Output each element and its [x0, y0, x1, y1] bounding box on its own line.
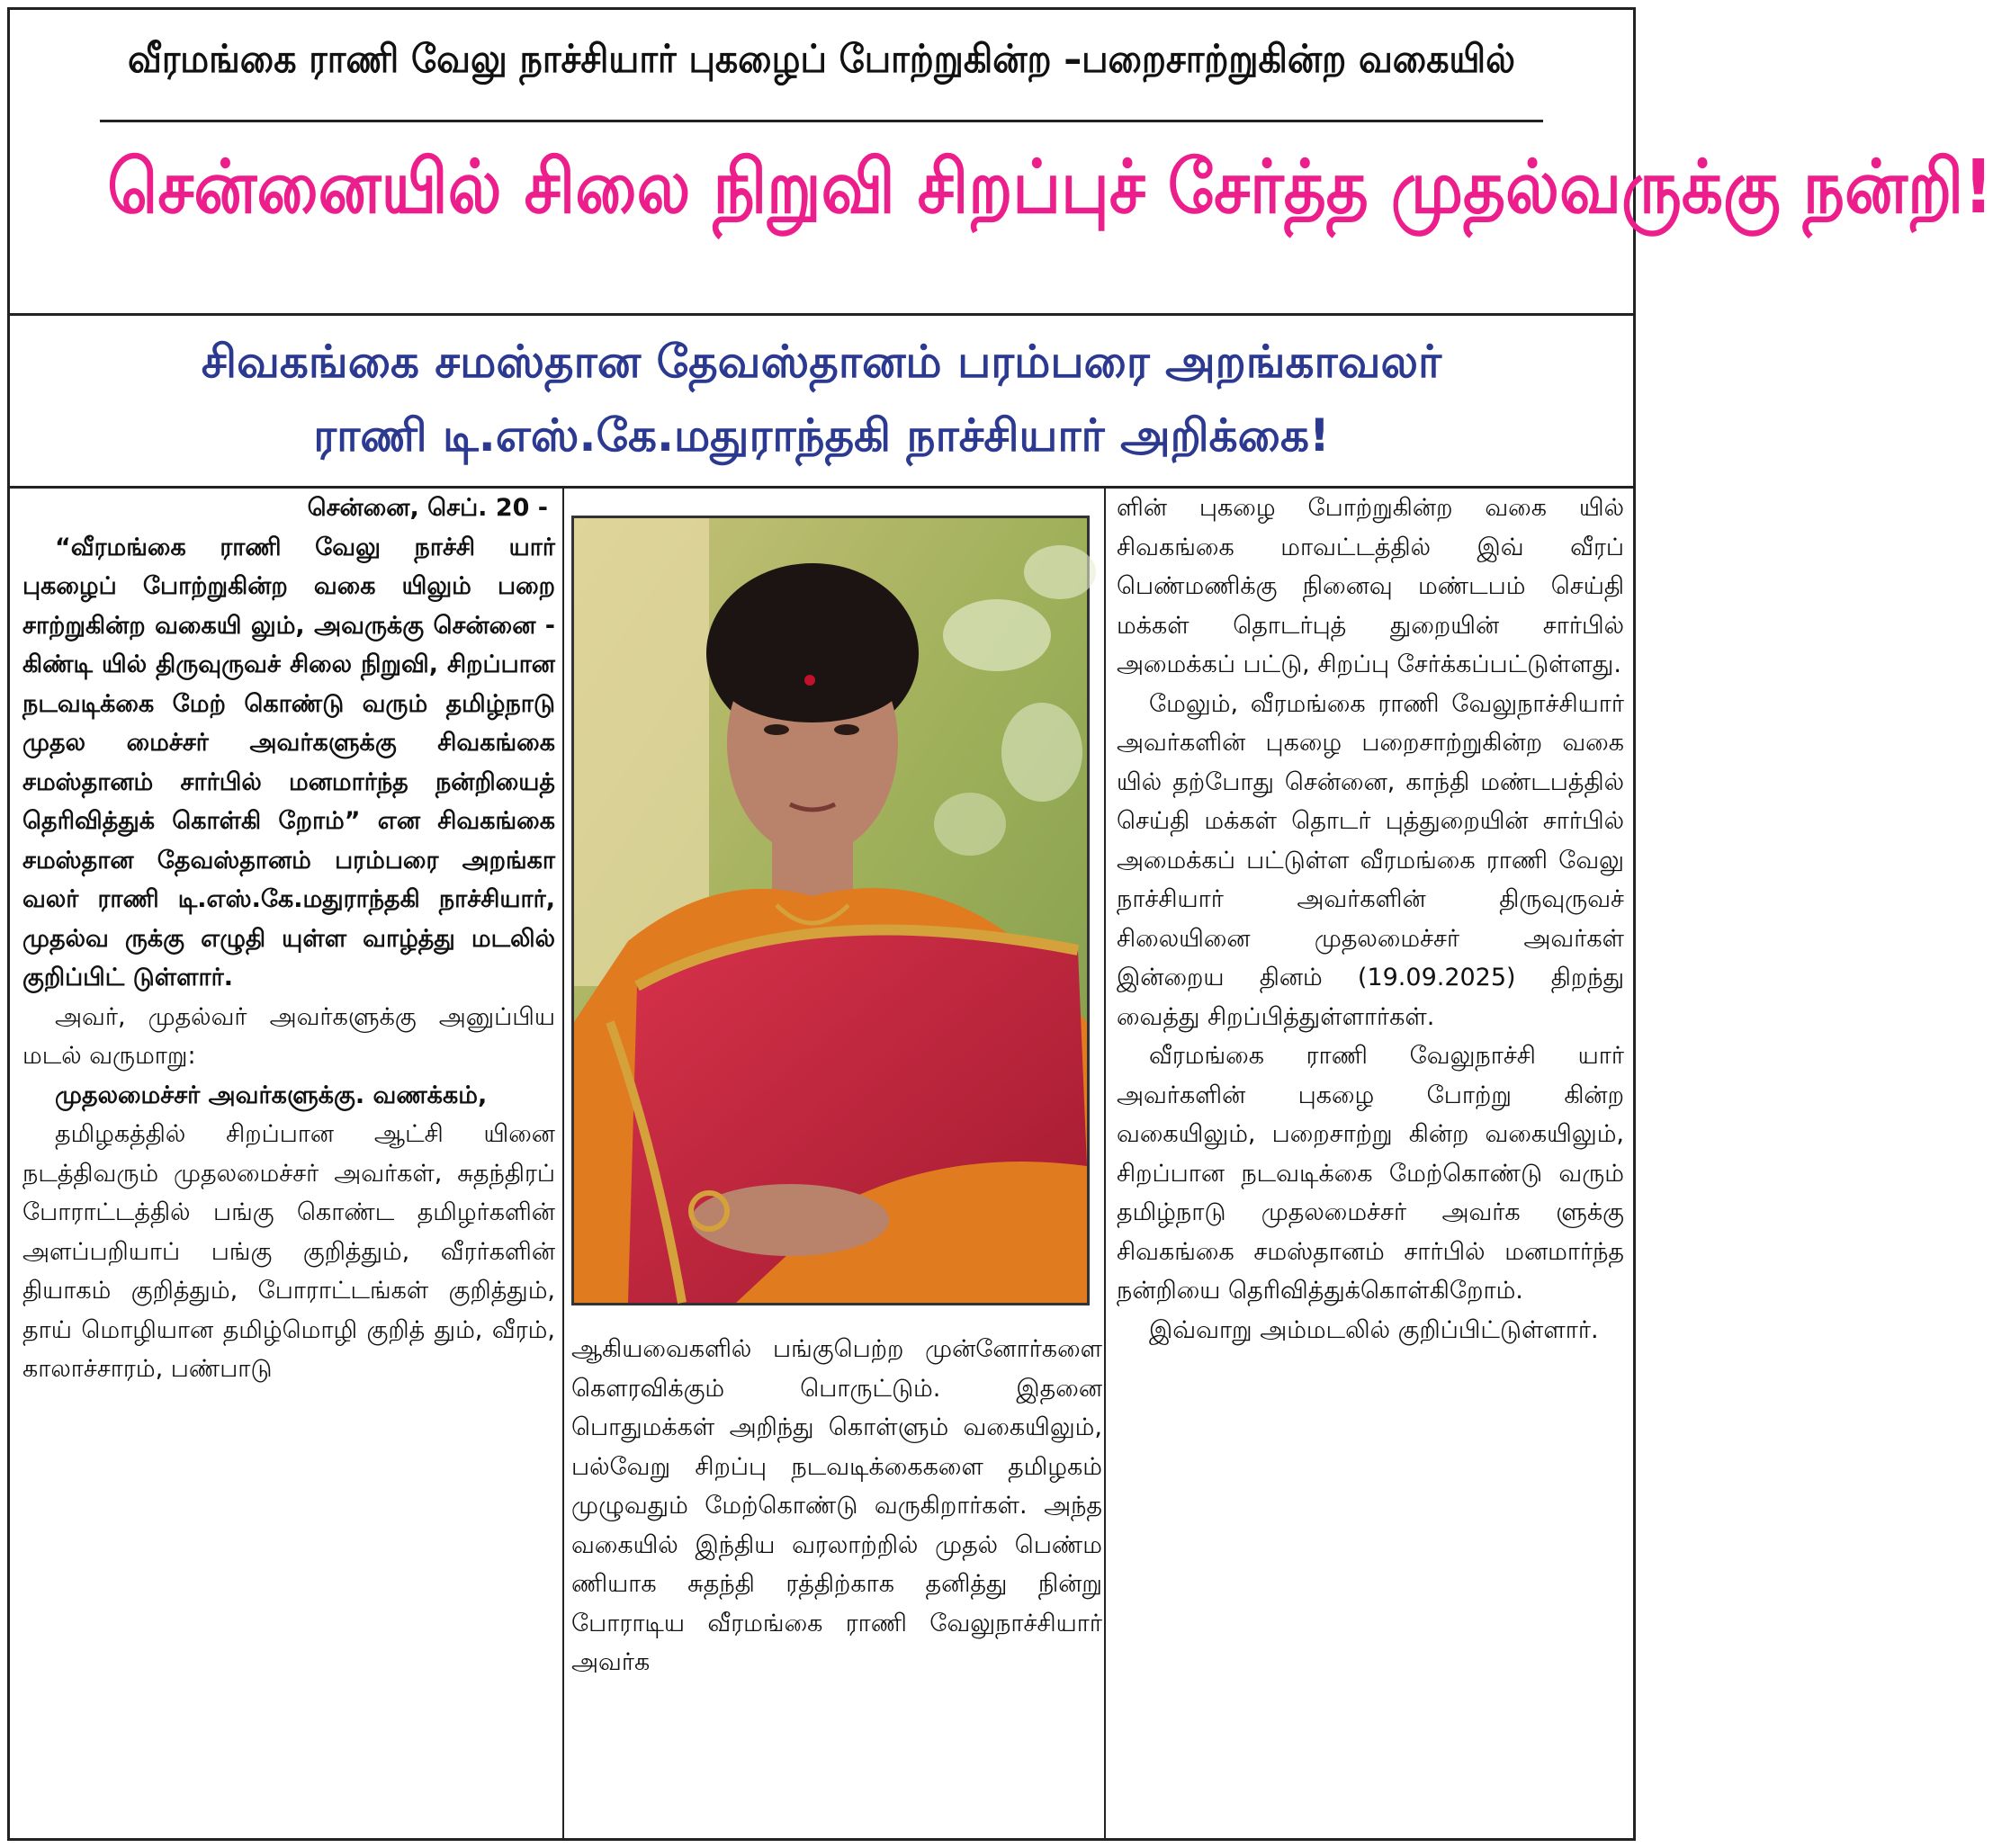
column-1: [22, 489, 555, 1838]
column-3: [1109, 489, 1624, 1838]
paragraph: வீரமங்கை ராணி வேலுநாச்சி யார் அவர்களின் புகழை போற்று கின்ற வகையிலும், பறைசாற்று கின்ற வகையிலும், சிறப்பான நடவடிக்கை மேற்கொண்டு வரும் தமிழ்நாடு முதலமைச்சர் அவர்க ளுக்கு சிவகங்கை சமஸ்தானம் சார்பில் மனமார்ந்த நன்றியை தெரிவித்துக்கொள்கிறோம்.: [1117, 1042, 1624, 1305]
subheadline-line-1: சிவகங்கை சமஸ்தான தேவஸ்தானம் பரம்பரை அறங்காவலர்: [201, 336, 1442, 388]
paragraph: மேலும், வீரமங்கை ராணி வேலுநாச்சியார் அவர்களின் புகழை பறைசாற்றுகின்ற வகை யில் தற்போது சென்னை, காந்தி மண்டபத்தில் செய்தி மக்கள் தொடர் புத்துறையின் சார்பில் அமைக்கப் பட்டுள்ள வீரமங்கை ராணி வேலு நாச்சியார் அவர்களின் திருவுருவச் சிலையினை முதலமைச்சர் அவர்கள் இன்றைய தினம் (19.09.2025) திறந்து வைத்து சிறப்பித்துள்ளார்கள்.: [1117, 689, 1624, 1031]
lead-paragraph: “வீரமங்கை ராணி வேலு நாச்சி யார் புகழைப் போற்றுகின்ற வகை யிலும் பறை சாற்றுகின்ற வகையி லும், அவருக்கு சென்னை - கிண்டி யில் திருவுருவச் சிலை நிறுவி, சிறப்பான நடவடிக்கை மேற் கொண்டு வரும் தமிழ்நாடு முதல மைச்சர் அவர்களுக்கு சிவகங்கை சமஸ்தானம் சார்பில் மனமார்ந்த நன்றியைத் தெரிவித்துக் கொள்கி றோம்” என சிவகங்கை சமஸ்தான தேவஸ்தானம் பரம்பரை அறங்கா வலர் ராணி டி.எஸ்.கே.மதுராந்தகி நாச்சியார், முதல்வ ருக்கு எழுதி யுள்ள வாழ்த்து மடலில் குறிப்பிட் டுள்ளார்.: [22, 533, 555, 991]
main-headline: சென்னையில் சிலை நிறுவி சிறப்புச் சேர்த்த முதல்வருக்கு நன்றி!: [107, 145, 1993, 230]
kicker-line: வீரமங்கை ராணி வேலு நாச்சியார் புகழைப் போற்றுகின்ற –பறைசாற்றுகின்ற வகையில்: [127, 37, 1516, 82]
salutation: முதலமைச்சர் அவர்களுக்கு. வணக்கம்,: [55, 1081, 488, 1109]
portrait-photo: [571, 516, 1090, 1305]
paragraph: அவர், முதல்வர் அவர்களுக்கு அனுப்பிய மடல் வருமாறு:: [22, 1002, 555, 1070]
column-divider: [562, 489, 564, 1838]
paragraph: தமிழகத்தில் சிறப்பான ஆட்சி யினை நடத்திவரும் முதலமைச்சர் அவர்கள், சுதந்திரப் போராட்டத்தில் பங்கு கொண்ட தமிழர்களின் அளப்பறியாப் பங்கு குறித்தும், வீரர்களின் தியாகம் குறித்தும், போராட்டங்கள் குறித்தும், தாய் மொழியான தமிழ்மொழி குறித் தும், வீரம், காலாச்சாரம், பண்பாடு: [22, 1120, 555, 1383]
subheadline-block: [10, 316, 1633, 489]
paragraph: ளின் புகழை போற்றுகின்ற வகை யில் சிவகங்கை மாவட்டத்தில் இவ் வீரப் பெண்மணிக்கு நினைவு மண்டபம் செய்தி மக்கள் தொடர்புத் துறையின் சார்பில் அமைக்கப் பட்டு, சிறப்பு சேர்க்கப்பட்டுள்ளது.: [1117, 494, 1624, 678]
paragraph: ஆகியவைகளில் பங்குபெற்ற முன்னோர்களை கௌரவிக்கும் பொருட்டும். இதனை பொதுமக்கள் அறிந்து கொள்ளும் வகையிலும், பல்வேறு சிறப்பு நடவடிக்கைகளை தமிழகம் முழுவதும் மேற்கொண்டு வருகிறார்கள். அந்த வகையில் இந்திய வரலாற்றில் முதல் பெண்ம ணியாக சுதந்தி ரத்திற்காக தனித்து நின்று போராடிய வீரமங்கை ராணி வேலுநாச்சியார் அவர்க: [571, 1335, 1102, 1676]
article-body: [10, 489, 1633, 1838]
subheadline-line-2: ராணி டி.எஸ்.கே.மதுராந்தகி நாச்சியார் அறிக்கை!: [313, 409, 1330, 462]
closing-paragraph: இவ்வாறு அம்மடலில் குறிப்பிட்டுள்ளார்.: [1149, 1315, 1599, 1344]
header-block: [10, 10, 1993, 316]
newspaper-clipping: [7, 7, 1993, 1841]
kicker-rule: [100, 120, 1543, 122]
column-divider: [1104, 489, 1106, 1838]
dateline: சென்னை, செப். 20 -: [307, 494, 548, 522]
portrait-image: [574, 518, 1087, 1303]
column-2: [571, 489, 1102, 1838]
